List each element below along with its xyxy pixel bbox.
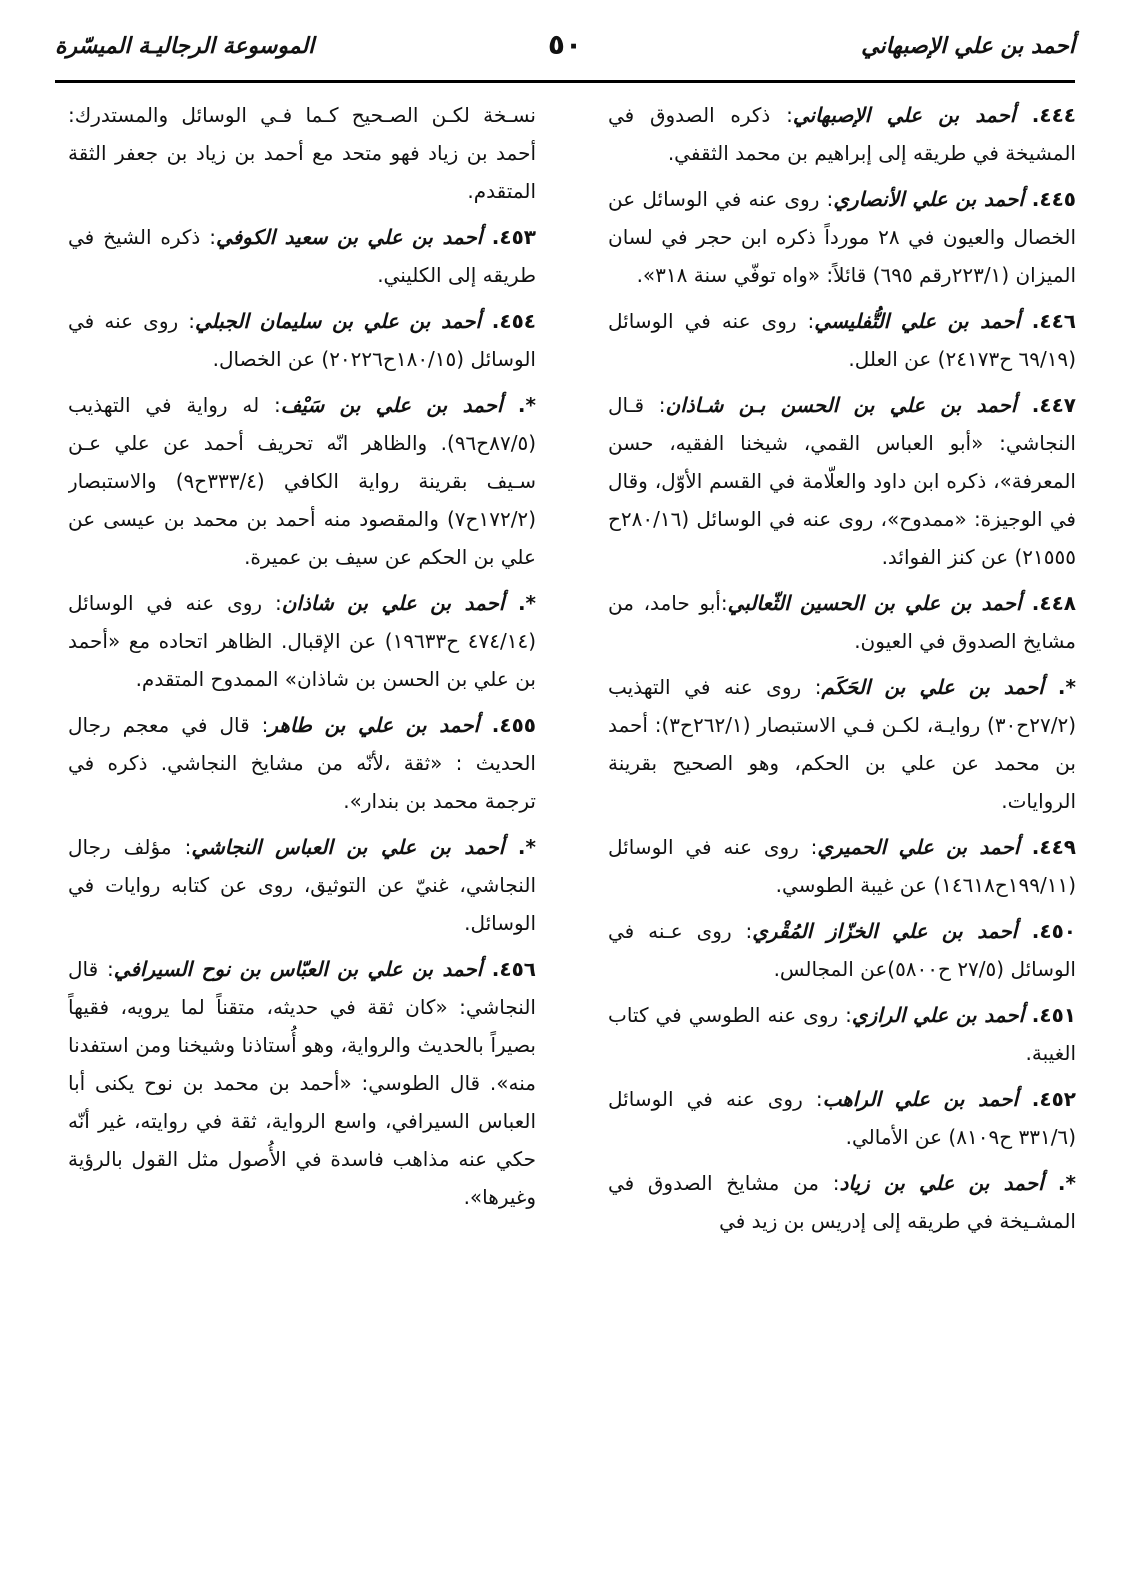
narrator-name: أحمد بن علي التُّفليسي	[814, 309, 1021, 333]
narrator-name: أحمد بن علي بن الحَكَم	[821, 675, 1044, 699]
entry-paragraph	[608, 302, 1076, 378]
entry-text: : روى عنه الطوسي في كتاب الغيبة.	[608, 1003, 1076, 1065]
entry-number: ٤٥٦.	[482, 957, 536, 981]
entry	[608, 828, 1076, 904]
entry	[608, 96, 1076, 172]
entry-number: *.	[504, 591, 536, 615]
narrator-name: أحمد بن علي بن سليمان الجبلي	[195, 309, 482, 333]
running-title-right: أحمد بن علي الإصبهاني	[861, 34, 1075, 59]
entry-paragraph	[68, 828, 536, 942]
entry-number: ٤٤٥.	[1023, 187, 1076, 211]
entry-number: *.	[1043, 675, 1076, 699]
entry-paragraph	[608, 668, 1076, 820]
entry-text: : من مشايخ الصدوق في المشـيخة في طريقه إلى إدريس بن زيد في	[608, 1171, 1076, 1233]
entry-paragraph	[608, 912, 1076, 988]
entry-number: ٤٤٨.	[1021, 591, 1076, 615]
narrator-name: أحمد بن علي الرازي	[851, 1003, 1025, 1027]
entry-paragraph	[68, 302, 536, 378]
narrator-name: أحمد بن علي الأنصاري	[833, 187, 1024, 211]
entry	[68, 706, 536, 820]
entry-number: *.	[502, 393, 536, 417]
entry-paragraph	[68, 218, 536, 294]
entry	[608, 996, 1076, 1072]
narrator-name: أحمد بن علي بن سعيد الكوفي	[215, 225, 483, 249]
entry-text: : روى عنه في التهذيب (٢٧/٢ح٣٠) روايـة، لكـن فـي الاستبصار (٢٦٢/١ح٣): أحمد بن محمد عن علي بن الحكم، وهو الصحيح بقرينة الروايات.	[608, 675, 1076, 813]
narrator-name: أحمد بن علي بن طاهر	[268, 713, 480, 737]
entry-number: ٤٥٣.	[482, 225, 536, 249]
entry-paragraph	[608, 1080, 1076, 1156]
narrator-name: أحمد بن علي بن زياد	[839, 1171, 1044, 1195]
entry-number: *.	[504, 835, 536, 859]
entry-text: : قـال النجاشي: «أبو العباس القمي، شيخنا الفقيه، حسن المعرفة»، ذكره ابن داود والعلّامة في القسم الأوّل، وقال في الوجيزة: «ممدوح»، روى عنه في الوسائل (٢٨٠/١٦ح ٢١٥٥٥) عن كنز الفوائد.	[608, 393, 1076, 569]
entry-number: ٤٤٩.	[1019, 835, 1076, 859]
narrator-name: أحمد بن علي بن الحسين الثّعالبي	[727, 591, 1022, 615]
entry-paragraph	[68, 386, 536, 576]
entry-text: : مؤلف رجال النجاشي، غنيّ عن التوثيق، روى عن كتابه روايات في الوسائل.	[68, 835, 536, 935]
entry	[68, 302, 536, 378]
narrator-name: أحمد بن علي بن شاذان	[281, 591, 505, 615]
narrator-name: أحمد بن علي بن العبّاس بن نوح السيرافي	[113, 957, 483, 981]
entry-text: : روى عنه في الوسائل (٦٩/١٩ ح٢٤١٧٣) عن العلل.	[608, 309, 1076, 371]
entry	[608, 180, 1076, 294]
entry-paragraph	[608, 1164, 1076, 1240]
entry-number: ٤٥١.	[1024, 1003, 1076, 1027]
narrator-name: أحمد بن علي بن الحسن بـن شـاذان	[665, 393, 1017, 417]
header-rule	[55, 80, 1075, 83]
page-number: ٥٠	[547, 28, 583, 61]
entry	[68, 584, 536, 698]
entry-text: نسـخة لكـن الصـحيح كـما فـي الوسائل والمستدرك: أحمد بن زياد فهو متحد مع أحمد بن زياد بن جعفر الثقة المتقدم.	[68, 103, 536, 203]
entry-text: : ذكره الشيخ في طريقه إلى الكليني.	[68, 225, 536, 287]
entry-text: : قال في معجم رجال الحديث : «ثقة ،لأنّه من مشايخ النجاشي. ذكره في ترجمة محمد بن بندار».	[68, 713, 536, 813]
entry-paragraph	[608, 180, 1076, 294]
narrator-name: أحمد بن علي بن العباس النجاشي	[191, 835, 505, 859]
entry	[68, 828, 536, 942]
entry	[68, 950, 536, 1216]
entry	[608, 1080, 1076, 1156]
entry-number: ٤٤٦.	[1020, 309, 1076, 333]
entry	[68, 218, 536, 294]
entry-text: : روى عنه في الوسائل (١٨٠/١٥ح٢٠٢٢٦) عن الخصال.	[68, 309, 536, 371]
left-column	[68, 96, 536, 1556]
entry-number: ٤٤٤.	[1015, 103, 1076, 127]
entry	[608, 912, 1076, 988]
entry-paragraph	[68, 584, 536, 698]
narrator-name: أحمد بن علي بن سَيْف	[280, 393, 503, 417]
entry-number: ٤٥٠.	[1017, 919, 1076, 943]
entry-text: :أبو حامد، من مشايخ الصدوق في العيون.	[608, 591, 1076, 653]
entry-paragraph	[68, 96, 536, 210]
entry	[68, 386, 536, 576]
entry-text: : روى عنه في الوسائل عن الخصال والعيون في ٢٨ مورداً ذكره ابن حجر في لسان الميزان (٢٢٣/١رقم ٦٩٥) قائلاً: «واه توفّي سنة ٣١٨».	[608, 187, 1076, 287]
running-title-left: الموسوعة الرجاليـة الميسّرة	[55, 34, 315, 59]
narrator-name: أحمد بن علي الخزّاز المُقْري	[752, 919, 1018, 943]
entry-text: : له رواية في التهذيب (٨٧/٥ح٩٦). والظاهر انّه تحريف أحمد عن علي عـن سـيف بقرينة رواية الكافي (٣٣٣/٤ح٩) والاستبصار (١٧٢/٢ح٧) والمقصود منه أحمد بن محمد بن عيسى عن علي بن الحكم عن سيف بن عميرة.	[68, 393, 536, 569]
entry-paragraph	[608, 828, 1076, 904]
entry-number: ٤٤٧.	[1016, 393, 1076, 417]
entry	[608, 386, 1076, 576]
entry-number: *.	[1043, 1171, 1076, 1195]
entry-text: : روى عنه في الوسائل (٣٣١/٦ ح٨١٠٩) عن الأمالي.	[608, 1087, 1076, 1149]
entry	[68, 96, 536, 210]
entry-text: : ذكره الصدوق في المشيخة في طريقه إلى إبراهيم بن محمد الثقفي.	[608, 103, 1076, 165]
entry	[608, 668, 1076, 820]
entry	[608, 584, 1076, 660]
right-column	[608, 96, 1076, 1556]
entry-number: ٤٥٤.	[481, 309, 536, 333]
entry-paragraph	[68, 706, 536, 820]
entry-number: ٤٥٥.	[479, 713, 536, 737]
entry	[608, 302, 1076, 378]
narrator-name: أحمد بن علي الحميري	[817, 835, 1020, 859]
entry-number: ٤٥٢.	[1018, 1087, 1076, 1111]
entry-paragraph	[608, 584, 1076, 660]
narrator-name: أحمد بن علي الإصبهاني	[792, 103, 1016, 127]
entry-paragraph	[608, 996, 1076, 1072]
entry-paragraph	[608, 386, 1076, 576]
entry-paragraph	[68, 950, 536, 1216]
entry-text: : روى عنه في الوسائل (١٩٩/١١ح١٤٦١٨) عن غيبة الطوسي.	[608, 835, 1076, 897]
entry-text: : روى عـنه في الوسائل (٢٧/٥ ح٥٨٠٠)عن المجالس.	[608, 919, 1076, 981]
entry-paragraph	[608, 96, 1076, 172]
narrator-name: أحمد بن علي الراهب	[822, 1087, 1019, 1111]
page-header	[55, 28, 1075, 78]
entry-text: : روى عنه في الوسائل (٤٧٤/١٤ ح١٩٦٣٣) عن الإقبال. الظاهر اتحاده مع «أحمد بن علي بن الحسن بن شاذان» الممدوح المتقدم.	[68, 591, 536, 691]
entry	[608, 1164, 1076, 1240]
entry-text: : قال النجاشي: «كان ثقة في حديثه، متقناً لما يرويه، فقيهاً بصيراً بالحديث والرواية، وهو أُستاذنا وشيخنا ومن استفدنا منه». قال الطوسي: «أحمد بن محمد بن نوح يكنى أبا العباس السيرافي، واسع الرواية، ثقة في روايته، غير أنّه حكي عنه مذاهب فاسدة في الأُصول مثل القول بالرؤية وغيرها».	[68, 957, 536, 1209]
